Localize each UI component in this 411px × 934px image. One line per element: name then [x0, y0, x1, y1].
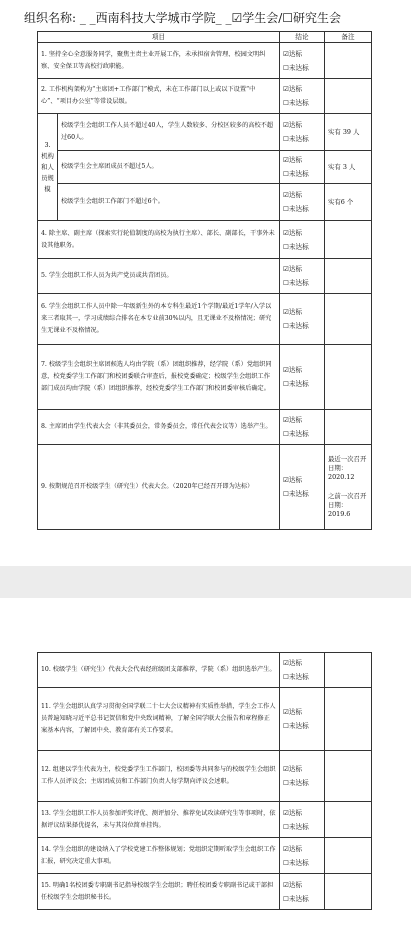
- table-row: [38, 802, 372, 838]
- table-row: [38, 43, 372, 79]
- result-cell: [280, 259, 325, 294]
- note-cell: [325, 345, 372, 410]
- note-cell: [325, 751, 372, 802]
- item-text: 6. 学生会组织工作人员中除一年级新生外的本专科生最近1个学期/最近1学年/入学以来三者取其一，学习成绩综合排名在本专业前30%以内，且无课业不及格情况；研究生无课业不及格情况。: [38, 294, 280, 345]
- pass-checkbox[interactable]: ☑达标: [283, 366, 303, 374]
- note-cell: 实有 39 人: [325, 114, 372, 151]
- checklist-table-2: [37, 652, 372, 910]
- pass-checkbox[interactable]: ☑达标: [283, 844, 303, 853]
- note-cell: [325, 259, 372, 294]
- checklist-table-1: [37, 31, 372, 530]
- pass-checkbox[interactable]: ☑达标: [283, 308, 303, 316]
- previous-meeting-date: 之前一次召开日期：2019.6: [328, 492, 367, 518]
- pass-checkbox[interactable]: ☑达标: [283, 416, 303, 424]
- note-cell: [325, 653, 372, 688]
- table-row: [38, 874, 372, 910]
- result-cell: [280, 345, 325, 410]
- fail-checkbox[interactable]: ☐未达标: [283, 99, 309, 107]
- item-text: 14. 学生会组织的建设纳入了学校党建工作整体规划；党组织定期听取学生会组织工作汇报，研究决定重大事项。: [38, 838, 280, 874]
- fail-checkbox[interactable]: ☐未达标: [283, 242, 309, 251]
- result-cell: [280, 802, 325, 838]
- item-text: 7. 校级学生会组织主席团候选人均由学院（系）团组织推荐，经学院（系）党组织同意，校党委学生工作部门和校团委联合审查后，报校党委确定；校级学生会组织工作部门成员均由学院（系）团组织推荐，经校党委学生工作部门和校团委审核后确定。: [38, 345, 280, 410]
- pass-checkbox[interactable]: ☑达标: [283, 121, 303, 129]
- item-text: 15. 明确1名校团委专职副书记指导校级学生会组织；聘任校团委专职副书记或干部担任校级学生会组织秘书长。: [38, 874, 280, 910]
- item-text: 8. 主席团由学生代表大会（非其委员会，常务委员会，常任代表会议等）选举产生。: [38, 410, 280, 445]
- item-text: 校级学生会组织工作部门不超过6个。: [58, 184, 280, 221]
- pass-checkbox[interactable]: ☑达标: [283, 228, 303, 237]
- item-3-label: 3. 机构和人员规模: [38, 114, 58, 221]
- pass-checkbox[interactable]: ☑达标: [283, 659, 303, 667]
- fail-checkbox[interactable]: ☐未达标: [283, 322, 309, 330]
- result-cell: [280, 838, 325, 874]
- fail-checkbox[interactable]: ☐未达标: [283, 279, 309, 287]
- table-row: [38, 653, 372, 688]
- item-text: 12. 组建以学生代表为主，校党委学生工作部门，校团委等共同参与的校级学生会组织工作人员评议会；主席团成员和工作部门负责人每学期向评议会述职。: [38, 751, 280, 802]
- result-cell: [280, 751, 325, 802]
- note-cell: 实有 3 人: [325, 151, 372, 184]
- pass-checkbox[interactable]: ☑达标: [283, 265, 303, 273]
- result-cell: [280, 114, 325, 151]
- table-row: [38, 221, 372, 259]
- item-text: 9. 按期规范召开校级学生（研究生）代表大会。（2020年已经召开即为达标）: [38, 445, 280, 530]
- pass-checkbox[interactable]: ☑达标: [283, 880, 303, 889]
- result-cell: [280, 79, 325, 114]
- table-row: [38, 345, 372, 410]
- fail-checkbox[interactable]: ☐未达标: [283, 170, 309, 178]
- fail-checkbox[interactable]: ☐未达标: [283, 135, 309, 143]
- result-cell: [280, 221, 325, 259]
- fail-checkbox[interactable]: ☐未达标: [283, 490, 309, 498]
- pass-checkbox[interactable]: ☑达标: [283, 85, 303, 93]
- fail-checkbox[interactable]: ☐未达标: [283, 380, 309, 388]
- result-cell: [280, 874, 325, 910]
- pass-checkbox[interactable]: ☑达标: [283, 476, 303, 484]
- item-text: 校级学生会组织工作人员不超过40人，学生人数较多、分校区较多的高校不超过60人。: [58, 114, 280, 151]
- document-page-2: [0, 598, 411, 934]
- pass-checkbox[interactable]: ☑达标: [283, 708, 303, 716]
- note-cell: [325, 838, 372, 874]
- pass-checkbox[interactable]: ☑达标: [283, 765, 303, 773]
- fail-checkbox[interactable]: ☐未达标: [283, 894, 309, 903]
- note-cell: [325, 874, 372, 910]
- table-row: [38, 184, 372, 221]
- result-cell: [280, 410, 325, 445]
- table-row: [38, 294, 372, 345]
- item-text: 13. 学生会组织工作人员参加评奖评优、测评加分、推荐免试攻读研究生等事项时，依据评议结果择优提名，未与其岗位简单挂钩。: [38, 802, 280, 838]
- result-cell: [280, 445, 325, 530]
- note-cell: [325, 802, 372, 838]
- pass-checkbox[interactable]: ☑达标: [283, 191, 303, 199]
- organization-title: 组织名称: _ _西南科技大学城市学院_ _☑学生会/☐研究生会: [24, 11, 342, 25]
- table-row: [38, 259, 372, 294]
- note-cell: [325, 410, 372, 445]
- result-cell: [280, 653, 325, 688]
- header-item: 项目: [38, 32, 280, 43]
- table-row: [38, 751, 372, 802]
- result-cell: [280, 294, 325, 345]
- last-meeting-date: 最近一次召开日期：2020.12: [328, 455, 367, 481]
- table-row: [38, 838, 372, 874]
- fail-checkbox[interactable]: ☐未达标: [283, 63, 309, 72]
- table-row: [38, 151, 372, 184]
- table-row: [38, 114, 372, 151]
- pass-checkbox[interactable]: ☑达标: [283, 808, 303, 817]
- note-cell: [325, 79, 372, 114]
- table-row: [38, 445, 372, 530]
- table-header-row: [38, 32, 372, 43]
- result-cell: [280, 151, 325, 184]
- item-text: 2. 工作机构架构为“主席团+工作部门”模式，未在工作部门以上或以下设置“中心”、“项目办公室”等常设层级。: [38, 79, 280, 114]
- fail-checkbox[interactable]: ☐未达标: [283, 722, 309, 730]
- note-cell: [325, 221, 372, 259]
- note-cell: 实有6 个: [325, 184, 372, 221]
- fail-checkbox[interactable]: ☐未达标: [283, 430, 309, 438]
- item-text: 1. 坚持全心全意服务同学，聚焦主责主业开展工作，未承担宿舍管理、校园文明纠察、安全保卫等高校行政职能。: [38, 43, 280, 79]
- fail-checkbox[interactable]: ☐未达标: [283, 673, 309, 681]
- pass-checkbox[interactable]: ☑达标: [283, 156, 303, 164]
- fail-checkbox[interactable]: ☐未达标: [283, 779, 309, 787]
- note-cell: [325, 688, 372, 751]
- table-row: [38, 79, 372, 114]
- item-text: 4. 除主席、副主席（探索实行轮值制度的高校为执行主席）、部长、副部长，干事外未设其他职务。: [38, 221, 280, 259]
- result-cell: [280, 688, 325, 751]
- result-cell: [280, 184, 325, 221]
- pass-checkbox[interactable]: ☑达标: [283, 49, 303, 58]
- header-result: 结论: [280, 32, 325, 43]
- note-cell: [325, 43, 372, 79]
- item-text: 10. 校级学生（研究生）代表大会代表经班级团支部推荐，学院（系）组织选举产生。: [38, 653, 280, 688]
- note-cell: [325, 445, 372, 530]
- item-text: 5. 学生会组织工作人员为共产党员或共青团员。: [38, 259, 280, 294]
- note-cell: [325, 294, 372, 345]
- item-text: 11. 学生会组织认真学习贯彻全国学联二十七大会议精神有实质性举措，学生会工作人员普遍知晓习近平总书记贺信和党中央致词精神，了解全国学联大会报告和章程修正案基本内容，了解团中央、教育部有关工作要求。: [38, 688, 280, 751]
- fail-checkbox[interactable]: ☐未达标: [283, 822, 309, 831]
- table-row: [38, 410, 372, 445]
- header-note: 备注: [325, 32, 372, 43]
- fail-checkbox[interactable]: ☐未达标: [283, 858, 309, 867]
- table-row: [38, 688, 372, 751]
- item-text: 校级学生会主席团成员不超过5人。: [58, 151, 280, 184]
- fail-checkbox[interactable]: ☐未达标: [283, 205, 309, 213]
- result-cell: [280, 43, 325, 79]
